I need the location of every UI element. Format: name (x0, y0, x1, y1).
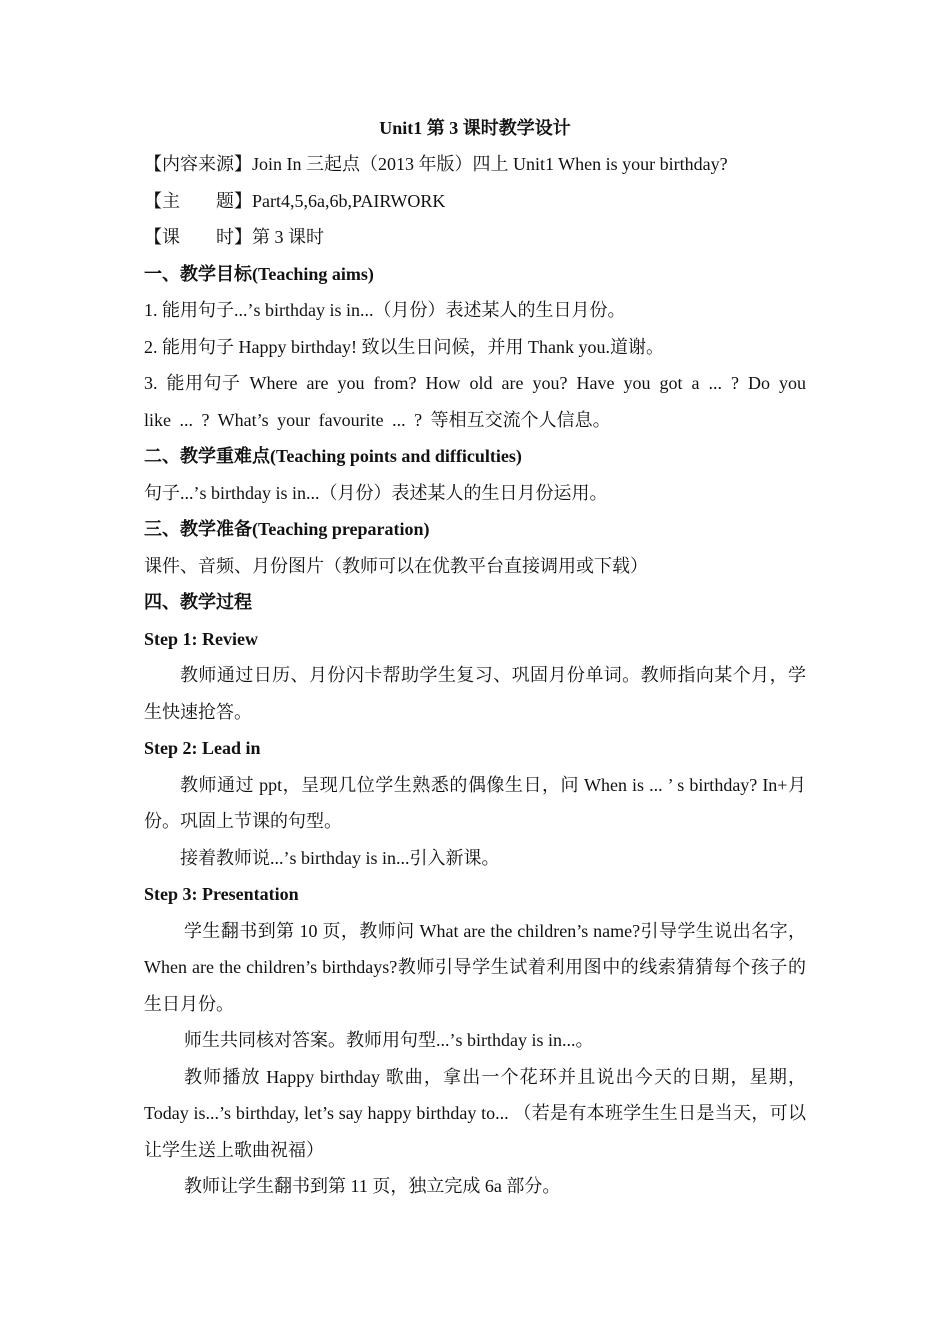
section-heading-aims: 一、教学目标(Teaching aims) (144, 263, 374, 284)
step3-paragraph-1: 学生翻书到第 10 页，教师问 What are the children’s name?引导学生说出名字，When are the children’s birthdays?教师引导学生试着利用图中的线索猜猜每个孩子的生日月份。 (144, 920, 806, 1014)
meta-period-value: 第 3 课时 (252, 227, 324, 247)
aim-item-1: 1. 能用句子...’s birthday is in...（月份）表述某人的生日月份。 (144, 300, 626, 320)
meta-source-label: 【内容来源】 (144, 154, 252, 174)
step3-paragraph-3: 教师播放 Happy birthday 歌曲，拿出一个花环并且说出今天的日期，星期，Today is...’s birthday, let’s say happy birthday to... （若是有本班学生生日是当天，可以让学生送上歌曲祝福） (144, 1066, 806, 1160)
step2-paragraph-1: 教师通过 ppt，呈现几位学生熟悉的偶像生日，问 When is ... ’ s birthday? In+月份。巩固上节课的句型。 (144, 774, 806, 831)
document-title: Unit1 第 3 课时教学设计 (379, 118, 571, 138)
step2-paragraph-2: 接着教师说...’s birthday is in...引入新课。 (180, 847, 500, 868)
meta-topic-value: Part4,5,6a,6b,PAIRWORK (252, 190, 446, 211)
meta-source (144, 146, 806, 183)
meta-topic-label-left: 【主 (144, 190, 180, 211)
meta-source-value: Join In 三起点（2013 年版）四上 Unit1 When is your birthday? (252, 154, 728, 174)
aim-item-2: 2. 能用句子 Happy birthday! 致以生日问候，并用 Thank you.道谢。 (144, 336, 664, 357)
step1-paragraph: 教师通过日历、月份闪卡帮助学生复习、巩固月份单词。教师指向某个月，学生快速抢答。 (144, 665, 806, 722)
meta-topic-label-right: 题】 (216, 190, 252, 211)
step3-paragraph-4: 教师让学生翻书到第 11 页，独立完成 6a 部分。 (184, 1176, 561, 1196)
preparation-text: 课件、音频、月份图片（教师可以在优教平台直接调用或下载） (144, 555, 648, 576)
section-heading-preparation: 三、教学准备(Teaching preparation) (144, 519, 430, 539)
meta-period (144, 219, 806, 256)
step3-paragraph-2: 师生共同核对答案。教师用句型...’s birthday is in...。 (184, 1030, 594, 1050)
section-heading-process: 四、教学过程 (144, 592, 252, 612)
step1-title: Step 1: Review (144, 628, 258, 649)
step3-title: Step 3: Presentation (144, 884, 299, 904)
section-heading-points: 二、教学重难点(Teaching points and difficulties) (144, 446, 522, 466)
document-page (144, 110, 806, 1205)
step2-title: Step 2: Lead in (144, 738, 261, 758)
points-text: 句子...’s birthday is in...（月份）表述某人的生日月份运用。 (144, 482, 608, 503)
meta-period-label-left: 【课 (144, 227, 180, 247)
aim-item-3: 3. 能用句子 Where are you from? How old are you? Have you got a ... ? Do you like ... ? What’s your favourite ... ? 等相互交流个人信息。 (144, 373, 806, 430)
meta-period-label-right: 时】 (216, 227, 252, 247)
meta-topic (144, 183, 806, 220)
